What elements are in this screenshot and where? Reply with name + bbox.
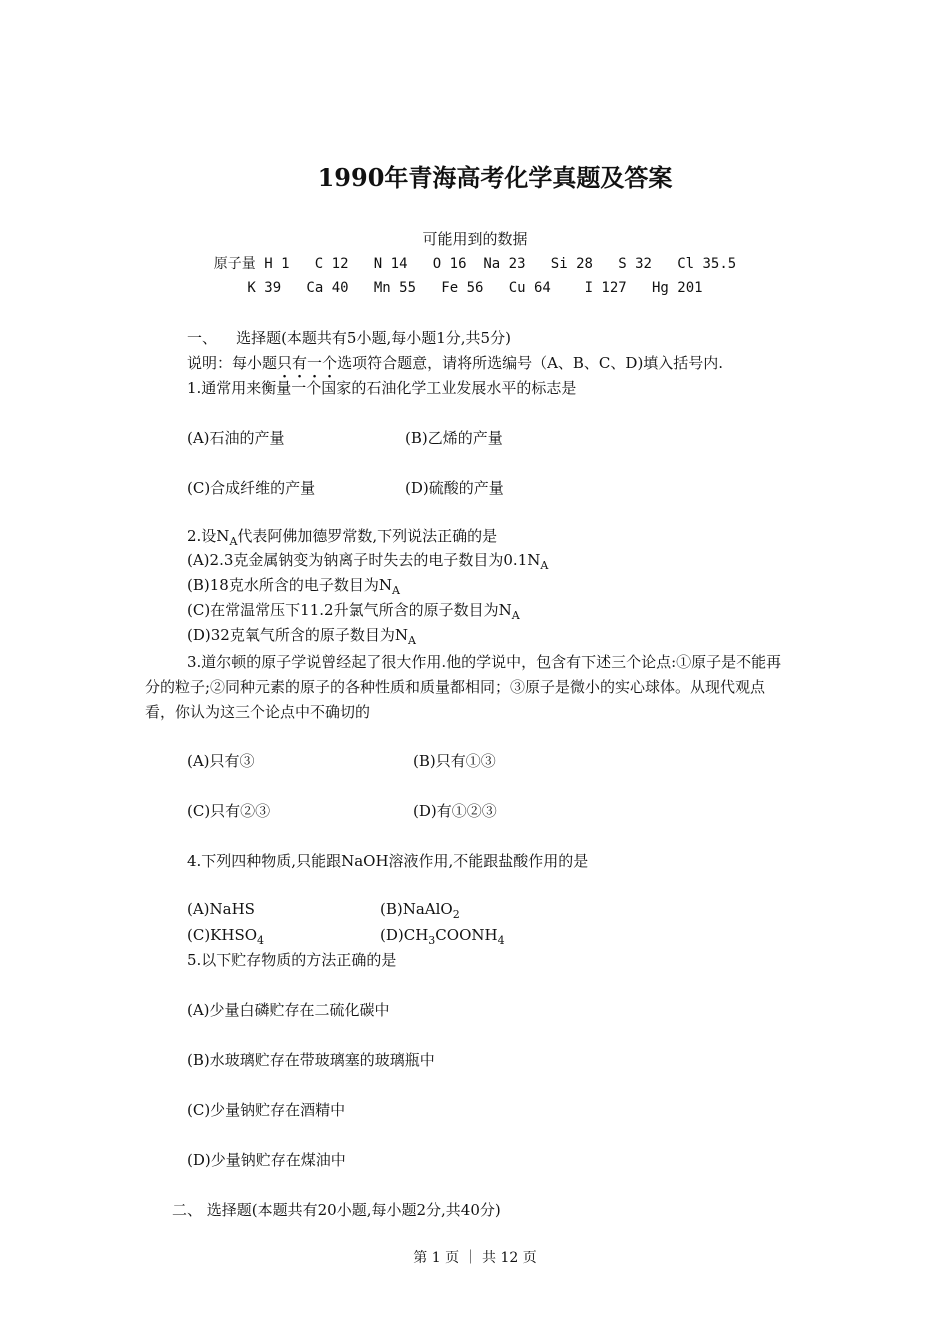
q5-option-d: (D)少量钠贮存在煤油中	[187, 1151, 346, 1169]
q5-option-c: (C)少量钠贮存在酒精中	[187, 1101, 346, 1119]
q2-option-d: (D)32克氧气所含的原子数目为$N_A$	[187, 626, 416, 647]
q1-option-a: (A)石油的产量	[187, 429, 285, 447]
q4-option-a: (A)NaHS	[187, 900, 255, 918]
page-footer: 第 1 页 ｜ 共 12 页	[413, 1250, 537, 1266]
q2-option-c: (C)在常温常压下11.2升氯气所含的原子数目为$N_A$	[187, 601, 520, 622]
q2-option-b: (B)18克水所含的电子数目为$N_A$	[187, 576, 400, 597]
q4-option-d: $(D)CH_3COONH_4$	[380, 926, 505, 947]
atomic-mass-line-1: 原子量 H 1 C 12 N 14 O 16 Na 23 Si 28 S 32 Cl 35.5	[213, 256, 737, 272]
section-1-note: 说明：每小题只有一个选项符合题意，请将所选编号（A、B、C、D)填入括号内.	[187, 354, 724, 372]
q3-option-c: (C)只有②③	[187, 802, 271, 820]
q3-option-b: (B)只有①③	[413, 752, 496, 770]
atomic-mass-line-2: K 39 Ca 40 Mn 55 Fe 56 Cu 64 I 127 Hg 201	[247, 280, 703, 296]
q5-option-b: (B)水玻璃贮存在带玻璃塞的玻璃瓶中	[187, 1051, 435, 1069]
q1-option-d: (D)硫酸的产量	[405, 479, 504, 497]
page-title: 1990年青海高考化学真题及答案	[317, 163, 673, 192]
q2-option-a: (A)2.3克金属钠变为钠离子时失去的电子数目为$0.1N_A$	[187, 551, 549, 572]
data-heading: 可能用到的数据	[422, 230, 528, 248]
q5-option-a: (A)少量白磷贮存在二硫化碳中	[187, 1001, 390, 1019]
q1-option-c: (C)合成纤维的产量	[187, 479, 316, 497]
q3-option-a: (A)只有③	[187, 752, 255, 770]
q4-option-b: (B)NaAlO$_2$	[380, 900, 460, 921]
q1-option-b: (B)乙烯的产量	[405, 429, 503, 447]
q5-stem: 5.以下贮存物质的方法正确的是	[187, 951, 397, 969]
q4-option-c: $(C)KHSO_4$	[187, 926, 265, 947]
q4-stem: 4.下列四种物质,只能跟NaOH溶液作用,不能跟盐酸作用的是	[187, 852, 589, 870]
q3-option-d: (D)有①②③	[413, 802, 497, 820]
q1-stem: 1.通常用来衡量一个国家的石油化学工业发展水平的标志是	[187, 379, 577, 397]
q2-stem: 2.设$N_A$代表阿佛加德罗常数,下列说法正确的是	[187, 527, 498, 548]
section-1-heading: 一、 选择题(本题共有5小题,每小题1分,共5分)	[187, 329, 511, 347]
q3-stem: 3.道尔顿的原子学说曾经起了很大作用.他的学说中，包含有下述三个论点:①原子是不能再分的粒子;②同种元素的原子的各种性质和质量都相同；③原子是微小的实心球体。从现代观点看，你认为这三个论点中不确切的	[145, 653, 782, 721]
section-2-heading: 二、 选择题(本题共有20小题,每小题2分,共40分)	[172, 1201, 501, 1219]
